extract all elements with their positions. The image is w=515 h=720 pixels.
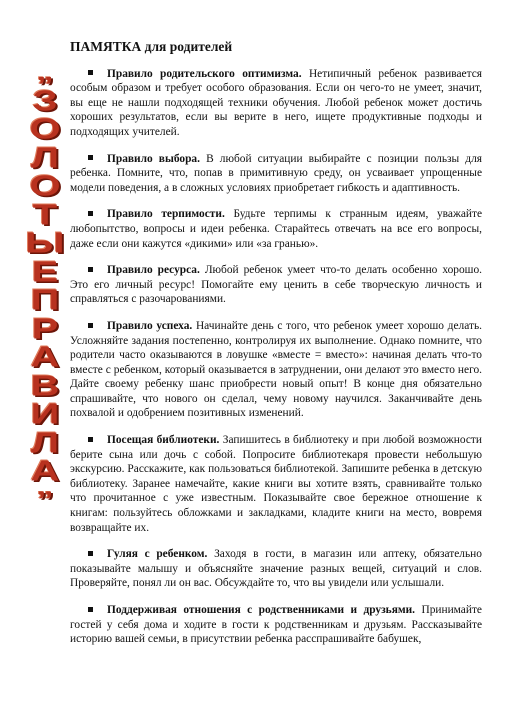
- side-title-letter: „: [36, 58, 54, 86]
- item-text: Нетипичный ребенок развивается особым образом и требует особого образования. Если он чего-то не умеет, значит, вы еще не нашли подходящей техники обучения. Любой ребенок может достичь хороших результатов, если вы верите в него, ищете продуктивные подходы и подходящих учителей.: [70, 67, 482, 138]
- item-text: Заходя в гости, в магазин или аптеку, обязательно показывайте малышу и объясняйте значение разных вещей, ситуаций и слов. Проверяйте, понял ли он вас. Обсуждайте то, что вы увидели или услышали.: [70, 548, 482, 590]
- item-heading: Правило успеха.: [107, 319, 193, 332]
- side-title-letter: О: [29, 170, 61, 202]
- document-body: [70, 40, 482, 659]
- item-heading: Правило родительского оптимизма.: [107, 67, 302, 80]
- item-heading: Правило терпимости.: [107, 208, 225, 221]
- page-title: ПАМЯТКА для родителей: [70, 39, 233, 54]
- bullet-icon: [88, 323, 93, 328]
- item-heading: Гуляя с ребенком.: [107, 548, 208, 561]
- side-title-letter: А: [30, 455, 60, 487]
- item-heading: Правило выбора.: [107, 152, 200, 165]
- side-title-letter: В: [30, 369, 60, 402]
- item-text: Будьте терпимы к странным идеям, уважайте любопытство, вопросы и идеи ребенка. Старайтесь отвечать на все его вопросы, даже если они кажутся «дикими» или «за гранью».: [70, 208, 483, 250]
- side-title-letter: З: [32, 84, 58, 117]
- side-title-letter: А: [30, 341, 60, 373]
- list-item: [70, 319, 482, 421]
- item-heading: Правило ресурса.: [107, 264, 200, 277]
- item-heading: Посещая библиотеки.: [107, 434, 220, 447]
- list-item: [70, 67, 482, 140]
- side-title-letter: Л: [30, 141, 60, 174]
- side-title-letter: Р: [31, 312, 59, 345]
- side-title-letter: О: [29, 113, 61, 145]
- item-text: Принимайте гостей у себя дома и ходите в гости к родственникам и друзьям. Рассказывайте историю вашей семьи, в присутствии ребенка расспрашивайте бабушек,: [70, 604, 482, 646]
- bullet-icon: [88, 437, 93, 442]
- bullet-icon: [88, 607, 93, 612]
- side-title: [22, 58, 68, 698]
- side-title-letter: Е: [31, 255, 59, 288]
- side-title-letter: Л: [30, 426, 60, 459]
- bullet-icon: [88, 155, 93, 160]
- side-title-letter: И: [30, 398, 60, 430]
- list-item: [70, 547, 482, 591]
- list-item: [70, 207, 482, 251]
- bullet-icon: [88, 267, 93, 272]
- side-title-letter: Т: [32, 198, 58, 231]
- side-title-letter: П: [30, 284, 60, 316]
- list-item: [70, 152, 482, 196]
- bullet-icon: [88, 551, 93, 556]
- list-item: [70, 433, 482, 535]
- list-item: [70, 603, 482, 647]
- item-text: Любой ребенок умеет что-то делать особенно хорошо. Это его личный ресурс! Помогайте ему ценить в себе творческую личность и справляться с разочарованиями.: [70, 264, 482, 306]
- item-text: Запишитесь в библиотеку и при любой возможности берите сына или дочь с собой. Попросите библиотекаря провести небольшую экскурсию. Расскажите, как пользоваться библиотекой. Запишите ребенка в детскую библиотеку. Заранее намечайте, какие книги вы хотите взять, сравнивайте только что прочитанное с уже известным. Показывайте свое бережное отношение к книгам: пользуйтесь обложками и закладками, кладите книги на место, вовремя возвращайте их.: [70, 434, 483, 534]
- side-title-letter: Ы: [25, 227, 65, 259]
- item-heading: Поддерживая отношения с родственниками и друзьями.: [107, 604, 416, 616]
- list-item: [70, 263, 482, 307]
- item-text: В любой ситуации выбирайте с позиции пользы для ребенка. Помните, что, попав в примитивную среду, он усваивает упрощенные модели поведения, а в сложных условиях приобретает гибкость и адаптивность.: [70, 152, 482, 194]
- bullet-icon: [88, 211, 93, 216]
- item-text: Начинайте день с того, что ребенок умеет хорошо делать. Усложняйте задания постепенно, контролируя их выполнение. Однако помните, что родители часто оказываются в ловушке «вместе = вместо»: начиная делать что-то вместе с ребенком, который оказывается в затруднении, они делают это вместо него. Дайте своему ребенку шанс приобрести новый опыт! В конце дня обязательно спрашивайте, что нового он сделал, чему новому научился. Заканчивайте день похвалой и одобрением позитивных изменений.: [70, 319, 482, 420]
- bullet-icon: [88, 70, 93, 75]
- side-title-letter: ”: [36, 485, 54, 514]
